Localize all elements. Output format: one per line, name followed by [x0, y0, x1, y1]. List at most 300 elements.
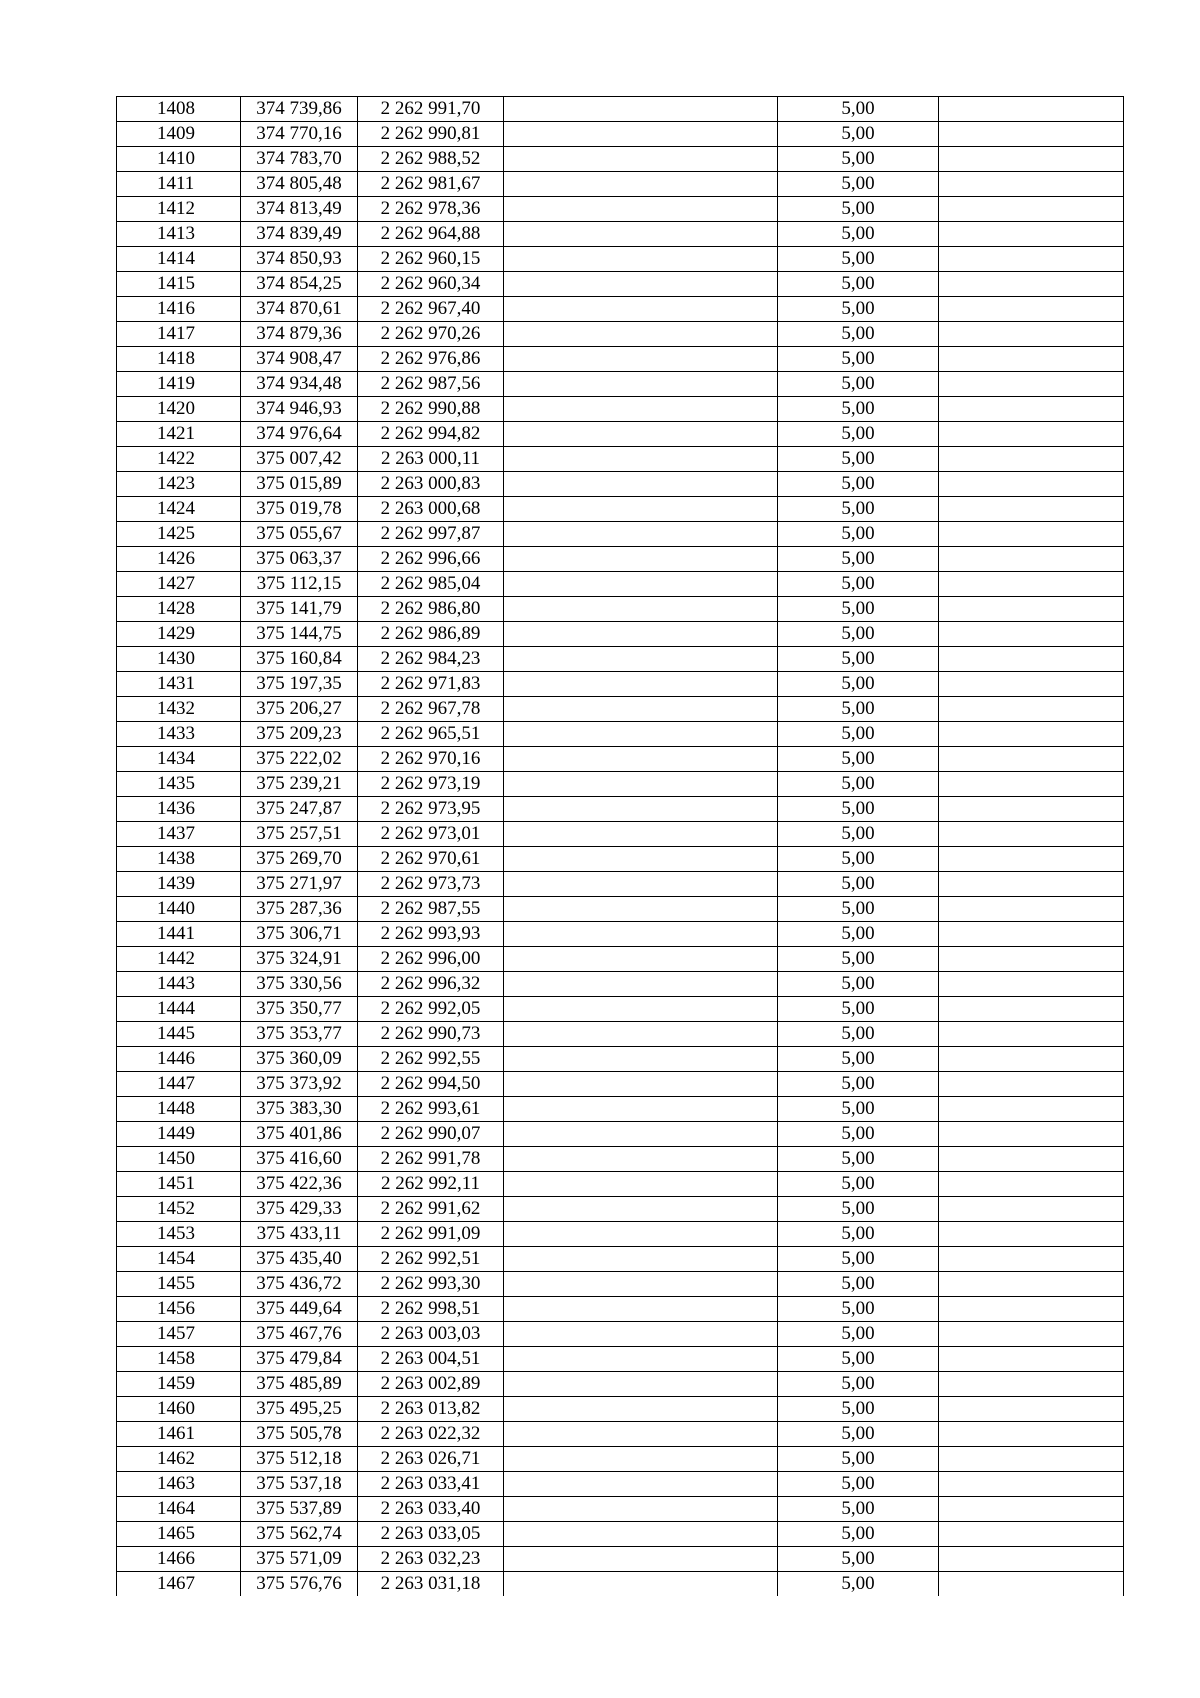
- empty-cell: [939, 497, 1124, 522]
- point-number-cell: 1412: [117, 197, 241, 222]
- table-row: [117, 1122, 1124, 1147]
- table-row: [117, 422, 1124, 447]
- empty-cell: [504, 1472, 778, 1497]
- x-coordinate-cell: 375 247,87: [241, 797, 358, 822]
- x-coordinate-cell: 375 055,67: [241, 522, 358, 547]
- point-number-cell: 1454: [117, 1247, 241, 1272]
- y-coordinate-cell: 2 262 960,15: [358, 247, 504, 272]
- empty-cell: [939, 147, 1124, 172]
- empty-cell: [504, 247, 778, 272]
- value-cell: 5,00: [778, 1347, 939, 1372]
- y-coordinate-cell: 2 263 003,03: [358, 1322, 504, 1347]
- value-cell: 5,00: [778, 272, 939, 297]
- value-cell: 5,00: [778, 1497, 939, 1522]
- point-number-cell: 1438: [117, 847, 241, 872]
- empty-cell: [939, 847, 1124, 872]
- point-number-cell: 1452: [117, 1197, 241, 1222]
- y-coordinate-cell: 2 262 990,88: [358, 397, 504, 422]
- value-cell: 5,00: [778, 247, 939, 272]
- empty-cell: [504, 1297, 778, 1322]
- point-number-cell: 1432: [117, 697, 241, 722]
- value-cell: 5,00: [778, 1397, 939, 1422]
- empty-cell: [504, 822, 778, 847]
- y-coordinate-cell: 2 262 971,83: [358, 672, 504, 697]
- value-cell: 5,00: [778, 1197, 939, 1222]
- table-row: [117, 747, 1124, 772]
- empty-cell: [504, 1522, 778, 1547]
- value-cell: 5,00: [778, 1572, 939, 1597]
- point-number-cell: 1433: [117, 722, 241, 747]
- point-number-cell: 1411: [117, 172, 241, 197]
- table-row: [117, 297, 1124, 322]
- empty-cell: [939, 397, 1124, 422]
- x-coordinate-cell: 375 269,70: [241, 847, 358, 872]
- x-coordinate-cell: 375 222,02: [241, 747, 358, 772]
- table-row: [117, 1572, 1124, 1597]
- x-coordinate-cell: 375 505,78: [241, 1422, 358, 1447]
- x-coordinate-cell: 375 144,75: [241, 622, 358, 647]
- x-coordinate-cell: 375 112,15: [241, 572, 358, 597]
- point-number-cell: 1441: [117, 922, 241, 947]
- empty-cell: [504, 1247, 778, 1272]
- value-cell: 5,00: [778, 197, 939, 222]
- x-coordinate-cell: 375 330,56: [241, 972, 358, 997]
- empty-cell: [939, 1397, 1124, 1422]
- x-coordinate-cell: 374 805,48: [241, 172, 358, 197]
- y-coordinate-cell: 2 263 033,41: [358, 1472, 504, 1497]
- y-coordinate-cell: 2 263 022,32: [358, 1422, 504, 1447]
- empty-cell: [939, 1547, 1124, 1572]
- point-number-cell: 1410: [117, 147, 241, 172]
- empty-cell: [504, 1322, 778, 1347]
- y-coordinate-cell: 2 262 970,26: [358, 322, 504, 347]
- empty-cell: [504, 447, 778, 472]
- empty-cell: [939, 1022, 1124, 1047]
- point-number-cell: 1414: [117, 247, 241, 272]
- value-cell: 5,00: [778, 647, 939, 672]
- empty-cell: [504, 547, 778, 572]
- empty-cell: [504, 422, 778, 447]
- table-row: [117, 1322, 1124, 1347]
- y-coordinate-cell: 2 262 986,80: [358, 597, 504, 622]
- empty-cell: [939, 1147, 1124, 1172]
- x-coordinate-cell: 375 209,23: [241, 722, 358, 747]
- table-row: [117, 122, 1124, 147]
- empty-cell: [504, 497, 778, 522]
- value-cell: 5,00: [778, 297, 939, 322]
- empty-cell: [939, 947, 1124, 972]
- point-number-cell: 1451: [117, 1172, 241, 1197]
- y-coordinate-cell: 2 262 981,67: [358, 172, 504, 197]
- x-coordinate-cell: 375 271,97: [241, 872, 358, 897]
- y-coordinate-cell: 2 262 973,01: [358, 822, 504, 847]
- value-cell: 5,00: [778, 347, 939, 372]
- empty-cell: [939, 1297, 1124, 1322]
- value-cell: 5,00: [778, 1547, 939, 1572]
- empty-cell: [504, 572, 778, 597]
- point-number-cell: 1465: [117, 1522, 241, 1547]
- x-coordinate-cell: 375 571,09: [241, 1547, 358, 1572]
- table-row: [117, 397, 1124, 422]
- empty-cell: [939, 1322, 1124, 1347]
- value-cell: 5,00: [778, 97, 939, 122]
- table-row: [117, 497, 1124, 522]
- empty-cell: [939, 1422, 1124, 1447]
- empty-cell: [504, 122, 778, 147]
- empty-cell: [939, 272, 1124, 297]
- empty-cell: [504, 722, 778, 747]
- empty-cell: [939, 422, 1124, 447]
- point-number-cell: 1460: [117, 1397, 241, 1422]
- x-coordinate-cell: 374 934,48: [241, 372, 358, 397]
- y-coordinate-cell: 2 263 002,89: [358, 1372, 504, 1397]
- empty-cell: [939, 122, 1124, 147]
- point-number-cell: 1409: [117, 122, 241, 147]
- empty-cell: [939, 1047, 1124, 1072]
- empty-cell: [939, 97, 1124, 122]
- x-coordinate-cell: 375 324,91: [241, 947, 358, 972]
- empty-cell: [504, 522, 778, 547]
- table-row: [117, 722, 1124, 747]
- value-cell: 5,00: [778, 822, 939, 847]
- x-coordinate-cell: 374 946,93: [241, 397, 358, 422]
- empty-cell: [504, 1497, 778, 1522]
- table-row: [117, 97, 1124, 122]
- x-coordinate-cell: 375 422,36: [241, 1172, 358, 1197]
- value-cell: 5,00: [778, 547, 939, 572]
- point-number-cell: 1442: [117, 947, 241, 972]
- y-coordinate-cell: 2 262 988,52: [358, 147, 504, 172]
- value-cell: 5,00: [778, 897, 939, 922]
- point-number-cell: 1431: [117, 672, 241, 697]
- empty-cell: [504, 747, 778, 772]
- value-cell: 5,00: [778, 622, 939, 647]
- y-coordinate-cell: 2 262 991,09: [358, 1222, 504, 1247]
- point-number-cell: 1462: [117, 1447, 241, 1472]
- table-row: [117, 547, 1124, 572]
- empty-cell: [504, 1447, 778, 1472]
- empty-cell: [504, 347, 778, 372]
- y-coordinate-cell: 2 262 986,89: [358, 622, 504, 647]
- x-coordinate-cell: 375 383,30: [241, 1097, 358, 1122]
- y-coordinate-cell: 2 262 991,70: [358, 97, 504, 122]
- table-row: [117, 522, 1124, 547]
- table-row: [117, 272, 1124, 297]
- empty-cell: [504, 897, 778, 922]
- empty-cell: [504, 297, 778, 322]
- table-row: [117, 1547, 1124, 1572]
- empty-cell: [939, 1072, 1124, 1097]
- empty-cell: [939, 472, 1124, 497]
- y-coordinate-cell: 2 263 032,23: [358, 1547, 504, 1572]
- y-coordinate-cell: 2 262 997,87: [358, 522, 504, 547]
- table-row: [117, 1097, 1124, 1122]
- coordinates-table-body: [117, 97, 1124, 1597]
- table-row: [117, 772, 1124, 797]
- value-cell: 5,00: [778, 1372, 939, 1397]
- x-coordinate-cell: 375 306,71: [241, 922, 358, 947]
- empty-cell: [504, 1372, 778, 1397]
- empty-cell: [939, 347, 1124, 372]
- point-number-cell: 1445: [117, 1022, 241, 1047]
- empty-cell: [939, 547, 1124, 572]
- value-cell: 5,00: [778, 1272, 939, 1297]
- empty-cell: [504, 1547, 778, 1572]
- value-cell: 5,00: [778, 1047, 939, 1072]
- empty-cell: [504, 372, 778, 397]
- y-coordinate-cell: 2 262 990,73: [358, 1022, 504, 1047]
- table-row: [117, 1272, 1124, 1297]
- value-cell: 5,00: [778, 1247, 939, 1272]
- empty-cell: [504, 997, 778, 1022]
- table-row: [117, 697, 1124, 722]
- empty-cell: [939, 997, 1124, 1022]
- x-coordinate-cell: 375 436,72: [241, 1272, 358, 1297]
- table-row: [117, 672, 1124, 697]
- x-coordinate-cell: 375 239,21: [241, 772, 358, 797]
- point-number-cell: 1436: [117, 797, 241, 822]
- x-coordinate-cell: 374 879,36: [241, 322, 358, 347]
- table-row: [117, 222, 1124, 247]
- y-coordinate-cell: 2 262 990,07: [358, 1122, 504, 1147]
- y-coordinate-cell: 2 262 978,36: [358, 197, 504, 222]
- point-number-cell: 1467: [117, 1572, 241, 1597]
- value-cell: 5,00: [778, 1097, 939, 1122]
- table-row: [117, 797, 1124, 822]
- point-number-cell: 1458: [117, 1347, 241, 1372]
- y-coordinate-cell: 2 262 991,62: [358, 1197, 504, 1222]
- empty-cell: [939, 1222, 1124, 1247]
- y-coordinate-cell: 2 262 987,56: [358, 372, 504, 397]
- point-number-cell: 1444: [117, 997, 241, 1022]
- y-coordinate-cell: 2 262 984,23: [358, 647, 504, 672]
- point-number-cell: 1459: [117, 1372, 241, 1397]
- table-row: [117, 1422, 1124, 1447]
- table-row: [117, 1397, 1124, 1422]
- empty-cell: [939, 672, 1124, 697]
- y-coordinate-cell: 2 263 013,82: [358, 1397, 504, 1422]
- empty-cell: [504, 697, 778, 722]
- point-number-cell: 1416: [117, 297, 241, 322]
- x-coordinate-cell: 375 007,42: [241, 447, 358, 472]
- empty-cell: [504, 1022, 778, 1047]
- value-cell: 5,00: [778, 397, 939, 422]
- empty-cell: [939, 1347, 1124, 1372]
- point-number-cell: 1453: [117, 1222, 241, 1247]
- empty-cell: [939, 197, 1124, 222]
- x-coordinate-cell: 375 197,35: [241, 672, 358, 697]
- y-coordinate-cell: 2 263 033,40: [358, 1497, 504, 1522]
- value-cell: 5,00: [778, 1147, 939, 1172]
- value-cell: 5,00: [778, 997, 939, 1022]
- empty-cell: [504, 397, 778, 422]
- empty-cell: [504, 1572, 778, 1597]
- point-number-cell: 1421: [117, 422, 241, 447]
- x-coordinate-cell: 375 287,36: [241, 897, 358, 922]
- table-row: [117, 347, 1124, 372]
- empty-cell: [939, 1572, 1124, 1597]
- value-cell: 5,00: [778, 122, 939, 147]
- point-number-cell: 1430: [117, 647, 241, 672]
- value-cell: 5,00: [778, 147, 939, 172]
- table-row: [117, 597, 1124, 622]
- point-number-cell: 1422: [117, 447, 241, 472]
- y-coordinate-cell: 2 262 987,55: [358, 897, 504, 922]
- empty-cell: [504, 1172, 778, 1197]
- x-coordinate-cell: 374 854,25: [241, 272, 358, 297]
- table-row: [117, 1247, 1124, 1272]
- empty-cell: [504, 322, 778, 347]
- table-row: [117, 372, 1124, 397]
- y-coordinate-cell: 2 262 998,51: [358, 1297, 504, 1322]
- y-coordinate-cell: 2 262 970,61: [358, 847, 504, 872]
- empty-cell: [504, 647, 778, 672]
- empty-cell: [504, 1047, 778, 1072]
- point-number-cell: 1426: [117, 547, 241, 572]
- empty-cell: [939, 1247, 1124, 1272]
- value-cell: 5,00: [778, 447, 939, 472]
- empty-cell: [504, 1097, 778, 1122]
- table-row: [117, 1047, 1124, 1072]
- table-row: [117, 172, 1124, 197]
- empty-cell: [504, 1422, 778, 1447]
- empty-cell: [939, 772, 1124, 797]
- point-number-cell: 1439: [117, 872, 241, 897]
- empty-cell: [504, 622, 778, 647]
- table-row: [117, 997, 1124, 1022]
- table-row: [117, 822, 1124, 847]
- table-row: [117, 1297, 1124, 1322]
- empty-cell: [939, 1472, 1124, 1497]
- x-coordinate-cell: 375 435,40: [241, 1247, 358, 1272]
- y-coordinate-cell: 2 262 970,16: [358, 747, 504, 772]
- value-cell: 5,00: [778, 372, 939, 397]
- table-row: [117, 622, 1124, 647]
- empty-cell: [939, 447, 1124, 472]
- y-coordinate-cell: 2 262 992,05: [358, 997, 504, 1022]
- value-cell: 5,00: [778, 872, 939, 897]
- point-number-cell: 1440: [117, 897, 241, 922]
- empty-cell: [939, 1097, 1124, 1122]
- empty-cell: [939, 822, 1124, 847]
- empty-cell: [504, 1272, 778, 1297]
- x-coordinate-cell: 374 813,49: [241, 197, 358, 222]
- value-cell: 5,00: [778, 747, 939, 772]
- point-number-cell: 1408: [117, 97, 241, 122]
- empty-cell: [504, 1072, 778, 1097]
- value-cell: 5,00: [778, 222, 939, 247]
- x-coordinate-cell: 374 770,16: [241, 122, 358, 147]
- empty-cell: [504, 797, 778, 822]
- empty-cell: [939, 1497, 1124, 1522]
- point-number-cell: 1448: [117, 1097, 241, 1122]
- x-coordinate-cell: 375 063,37: [241, 547, 358, 572]
- x-coordinate-cell: 374 783,70: [241, 147, 358, 172]
- point-number-cell: 1443: [117, 972, 241, 997]
- x-coordinate-cell: 375 537,18: [241, 1472, 358, 1497]
- x-coordinate-cell: 375 495,25: [241, 1397, 358, 1422]
- empty-cell: [939, 597, 1124, 622]
- x-coordinate-cell: 375 401,86: [241, 1122, 358, 1147]
- y-coordinate-cell: 2 262 996,00: [358, 947, 504, 972]
- x-coordinate-cell: 375 576,76: [241, 1572, 358, 1597]
- x-coordinate-cell: 375 257,51: [241, 822, 358, 847]
- table-row: [117, 647, 1124, 672]
- point-number-cell: 1466: [117, 1547, 241, 1572]
- x-coordinate-cell: 375 206,27: [241, 697, 358, 722]
- table-row: [117, 847, 1124, 872]
- x-coordinate-cell: 375 416,60: [241, 1147, 358, 1172]
- point-number-cell: 1419: [117, 372, 241, 397]
- empty-cell: [504, 147, 778, 172]
- empty-cell: [939, 972, 1124, 997]
- point-number-cell: 1437: [117, 822, 241, 847]
- empty-cell: [504, 872, 778, 897]
- x-coordinate-cell: 375 512,18: [241, 1447, 358, 1472]
- table-row: [117, 1172, 1124, 1197]
- table-row: [117, 897, 1124, 922]
- x-coordinate-cell: 375 373,92: [241, 1072, 358, 1097]
- value-cell: 5,00: [778, 672, 939, 697]
- point-number-cell: 1418: [117, 347, 241, 372]
- y-coordinate-cell: 2 263 033,05: [358, 1522, 504, 1547]
- value-cell: 5,00: [778, 972, 939, 997]
- x-coordinate-cell: 374 976,64: [241, 422, 358, 447]
- point-number-cell: 1428: [117, 597, 241, 622]
- value-cell: 5,00: [778, 1022, 939, 1047]
- x-coordinate-cell: 375 141,79: [241, 597, 358, 622]
- point-number-cell: 1450: [117, 1147, 241, 1172]
- value-cell: 5,00: [778, 797, 939, 822]
- empty-cell: [504, 972, 778, 997]
- point-number-cell: 1455: [117, 1272, 241, 1297]
- value-cell: 5,00: [778, 1522, 939, 1547]
- empty-cell: [939, 572, 1124, 597]
- value-cell: 5,00: [778, 697, 939, 722]
- point-number-cell: 1434: [117, 747, 241, 772]
- point-number-cell: 1463: [117, 1472, 241, 1497]
- empty-cell: [504, 1197, 778, 1222]
- y-coordinate-cell: 2 262 967,40: [358, 297, 504, 322]
- y-coordinate-cell: 2 262 990,81: [358, 122, 504, 147]
- y-coordinate-cell: 2 262 985,04: [358, 572, 504, 597]
- value-cell: 5,00: [778, 1122, 939, 1147]
- table-row: [117, 1372, 1124, 1397]
- x-coordinate-cell: 375 353,77: [241, 1022, 358, 1047]
- y-coordinate-cell: 2 262 992,51: [358, 1247, 504, 1272]
- value-cell: 5,00: [778, 1472, 939, 1497]
- x-coordinate-cell: 374 908,47: [241, 347, 358, 372]
- x-coordinate-cell: 375 449,64: [241, 1297, 358, 1322]
- table-row: [117, 1472, 1124, 1497]
- value-cell: 5,00: [778, 847, 939, 872]
- empty-cell: [939, 172, 1124, 197]
- table-row: [117, 322, 1124, 347]
- x-coordinate-cell: 374 850,93: [241, 247, 358, 272]
- y-coordinate-cell: 2 262 965,51: [358, 722, 504, 747]
- y-coordinate-cell: 2 263 031,18: [358, 1572, 504, 1597]
- table-row: [117, 1447, 1124, 1472]
- table-row: [117, 572, 1124, 597]
- table-row: [117, 147, 1124, 172]
- value-cell: 5,00: [778, 1447, 939, 1472]
- y-coordinate-cell: 2 262 976,86: [358, 347, 504, 372]
- table-row: [117, 1522, 1124, 1547]
- value-cell: 5,00: [778, 472, 939, 497]
- empty-cell: [939, 747, 1124, 772]
- empty-cell: [939, 297, 1124, 322]
- point-number-cell: 1449: [117, 1122, 241, 1147]
